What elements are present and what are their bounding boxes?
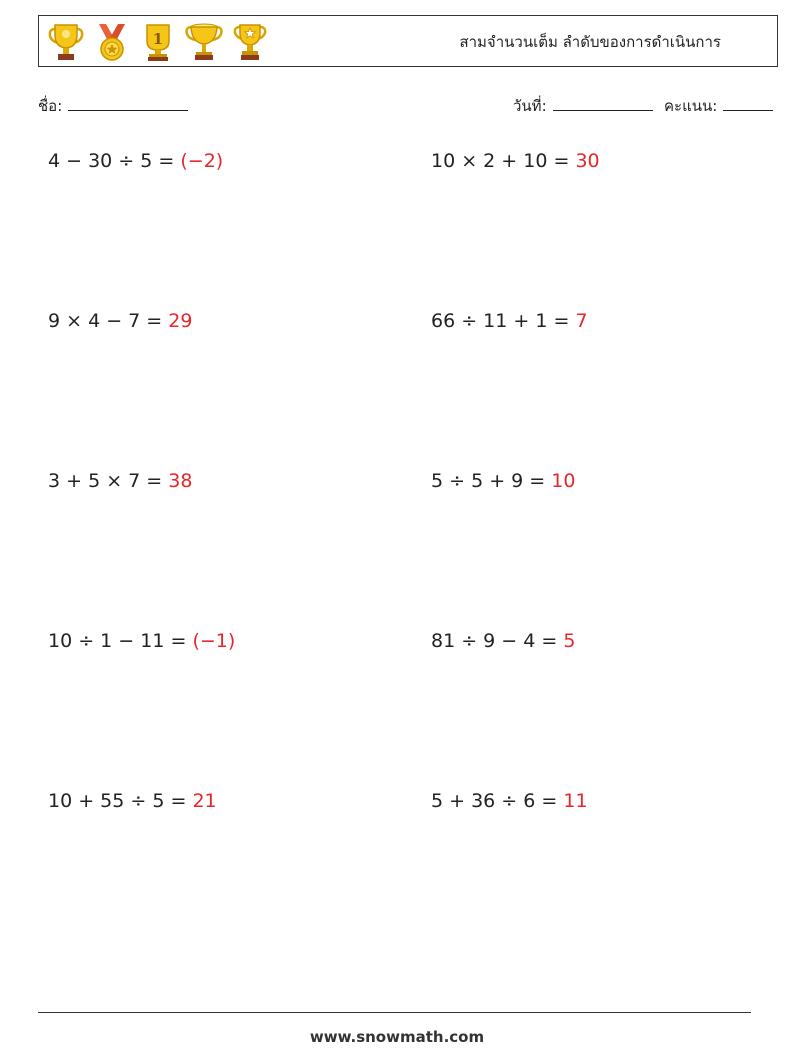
problem-expression: 5 + 36 ÷ 6 = <box>431 790 564 812</box>
problem-6 <box>431 470 575 492</box>
problem-answer: 10 <box>551 470 576 492</box>
problem-expression: 5 ÷ 5 + 9 = <box>431 470 552 492</box>
score-blank[interactable] <box>723 96 773 111</box>
problem-5 <box>48 470 192 492</box>
problem-answer: 21 <box>192 790 217 812</box>
footer-divider <box>38 1012 751 1013</box>
date-field[interactable] <box>513 94 653 118</box>
problem-3 <box>48 310 192 332</box>
name-field[interactable] <box>38 94 188 118</box>
problem-expression: 9 × 4 − 7 = <box>48 310 169 332</box>
worksheet-title: สามจำนวนเต็ม ลำดับของการดำเนินการ <box>459 33 721 51</box>
problem-10 <box>431 790 588 812</box>
problem-answer: (−2) <box>180 150 224 172</box>
problem-answer: 38 <box>168 470 193 492</box>
problem-answer: 7 <box>575 310 588 332</box>
medal-ribbon-icon <box>89 20 135 64</box>
trophy-icon-row <box>43 20 273 64</box>
date-label: วันที่: <box>513 97 547 115</box>
problem-expression: 10 ÷ 1 − 11 = <box>48 630 193 652</box>
problem-7 <box>48 630 235 652</box>
problem-answer: (−1) <box>192 630 236 652</box>
problem-answer: 30 <box>575 150 600 172</box>
star-trophy-icon <box>227 20 273 64</box>
worksheet-header <box>38 15 778 67</box>
problem-9 <box>48 790 217 812</box>
footer-website: www.snowmath.com <box>309 1028 485 1046</box>
problem-answer: 11 <box>563 790 588 812</box>
svg-text:1: 1 <box>152 30 164 48</box>
problem-expression: 10 × 2 + 10 = <box>431 150 576 172</box>
problem-expression: 3 + 5 × 7 = <box>48 470 169 492</box>
problem-answer: 5 <box>563 630 576 652</box>
problem-4 <box>431 310 588 332</box>
problem-expression: 66 ÷ 11 + 1 = <box>431 310 576 332</box>
problem-2 <box>431 150 600 172</box>
trophy-cup-icon <box>181 20 227 64</box>
problem-8 <box>431 630 575 652</box>
name-label: ชื่อ: <box>38 97 63 115</box>
first-place-trophy-icon <box>135 20 181 64</box>
name-blank[interactable] <box>68 96 188 111</box>
score-field[interactable] <box>664 94 773 118</box>
problem-1 <box>48 150 223 172</box>
problem-expression: 10 + 55 ÷ 5 = <box>48 790 193 812</box>
trophy-cup-icon <box>43 20 89 64</box>
problem-answer: 29 <box>168 310 193 332</box>
problem-expression: 81 ÷ 9 − 4 = <box>431 630 564 652</box>
score-label: คะแนน: <box>664 97 718 115</box>
problem-expression: 4 − 30 ÷ 5 = <box>48 150 181 172</box>
date-blank[interactable] <box>553 96 653 111</box>
